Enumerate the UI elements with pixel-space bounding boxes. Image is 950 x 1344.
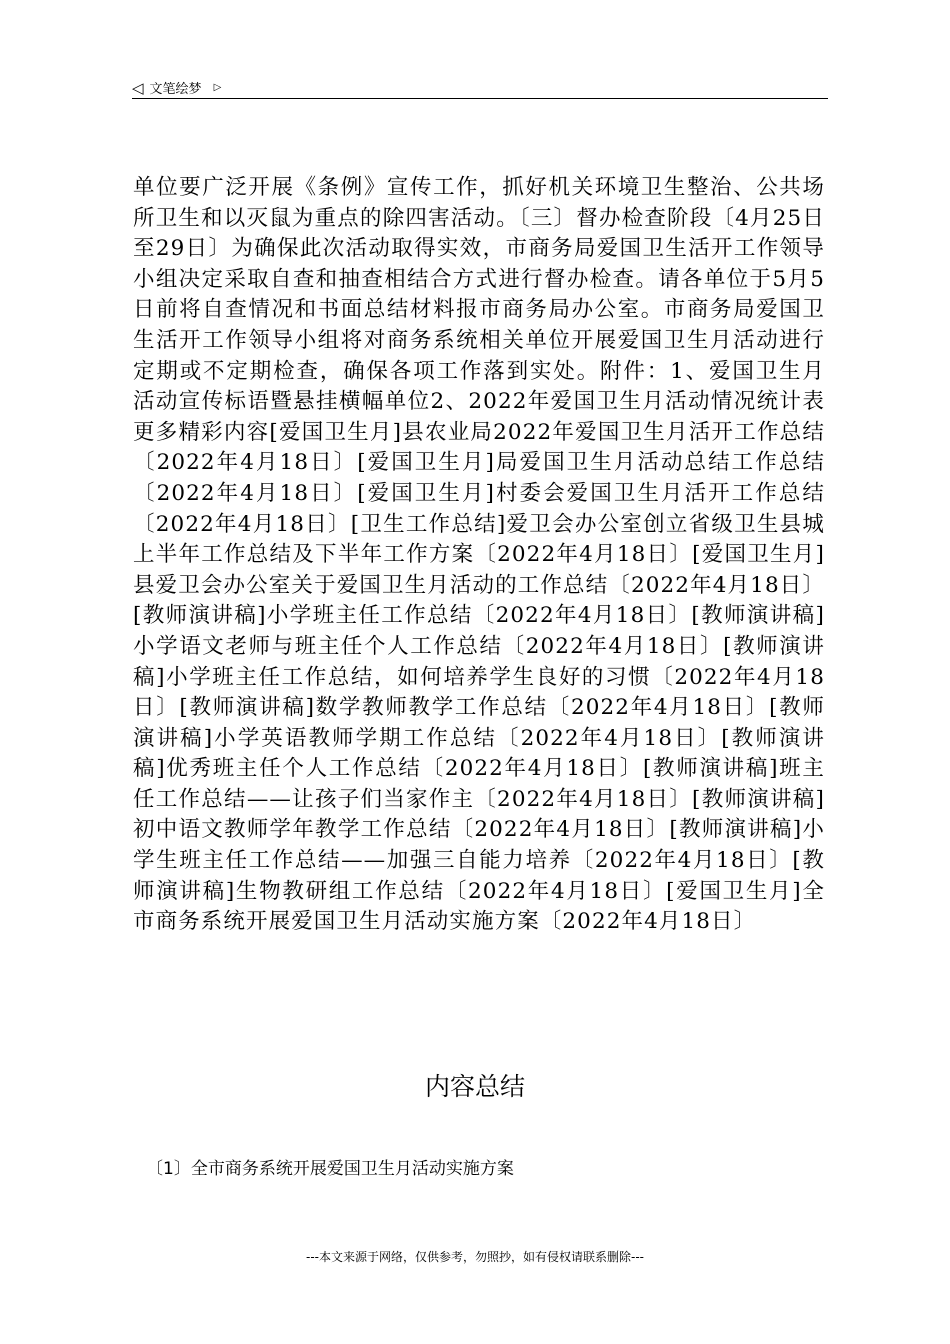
triangle-left-icon: ◁ xyxy=(132,78,144,97)
page-header xyxy=(132,76,828,99)
brand-name: 文笔绘梦 xyxy=(149,82,202,97)
summary-title: 内容总结 xyxy=(424,1072,525,1101)
footer-disclaimer: ---本文来源于网络，仅供参考，勿照抄，如有侵权请联系删除--- xyxy=(306,1250,644,1264)
brand xyxy=(132,78,221,97)
summary-item: 〔1〕全市商务系统开展爱国卫生月活动实施方案 xyxy=(146,1159,514,1179)
body-text: 单位要广泛开展《条例》宣传工作，抓好机关环境卫生整治、公共场所卫生和以灭鼠为重点的除四害活动。〔三〕督办检查阶段〔4月25日至29日〕为确保此次活动取得实效，市商务局爱国卫生活开工作领导小组决定采取自查和抽查相结合方式进行督办检查。请各单位于5月5日前将自查情况和书面总结材料报市商务局办公室。市商务局爱国卫生活开工作领导小组将对商务系统相关单位开展爱国卫生月活动进行定期或不定期检查，确保各项工作落到实处。附件：1、爱国卫生月活动宣传标语暨悬挂横幅单位2、2022年爱国卫生月活动情况统计表更多精彩内容[爱国卫生月]县农业局2022年爱国卫生月活开工作总结〔2022年4月18日〕[爱国卫生月]局爱国卫生月活动总结工作总结〔2022年4月18日〕[爱国卫生月]村委会爱国卫生月活开工作总结〔2022年4月18日〕[卫生工作总结]爱卫会办公室创立省级卫生县城上半年工作总结及下半年工作方案〔2022年4月18日〕[爱国卫生月]县爱卫会办公室关于爱国卫生月活动的工作总结〔2022年4月18日〕[教师演讲稿]小学班主任工作总结〔2022年4月18日〕[教师演讲稿]小学语文老师与班主任个人工作总结〔2022年4月18日〕[教师演讲稿]小学班主任工作总结，如何培养学生良好的习惯〔2022年4月18日〕[教师演讲稿]数学教师教学工作总结〔2022年4月18日〕[教师演讲稿]小学英语教师学期工作总结〔2022年4月18日〕[教师演讲稿]优秀班主任个人工作总结〔2022年4月18日〕[教师演讲稿]班主任工作总结——让孩子们当家作主〔2022年4月18日〕[教师演讲稿]初中语文教师学年教学工作总结〔2022年4月18日〕[教师演讲稿]小学生班主任工作总结——加强三自能力培养〔2022年4月18日〕[教师演讲稿]生物教研组工作总结〔2022年4月18日〕[爱国卫生月]全市商务系统开展爱国卫生月活动实施方案〔2022年4月18日〕 xyxy=(133,175,825,935)
triangle-right-icon: ▷ xyxy=(213,82,222,93)
